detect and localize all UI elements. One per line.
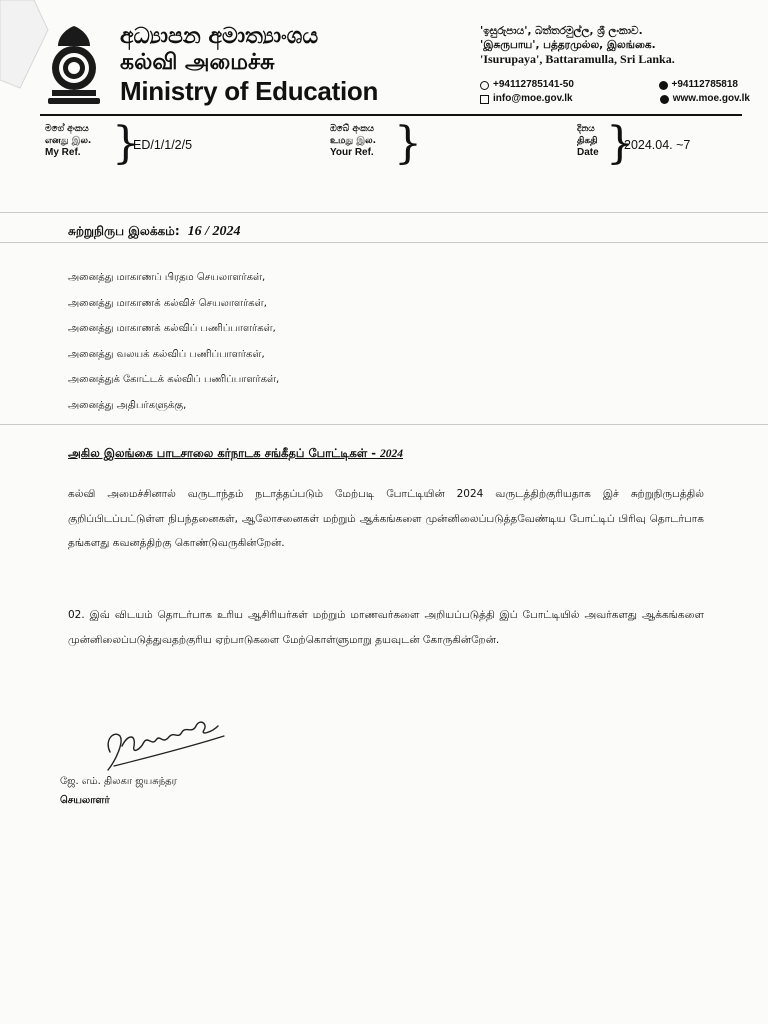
addressee-line: அனைத்து அதிபர்களுக்கு, [68,399,187,411]
my-ref-label: මගේ අංකය எனது இல. My Ref. [45,124,92,158]
ministry-name-block [120,24,420,106]
addressee-line: அனைத்துக் கோட்டக் கல்விப் பணிப்பாளர்கள், [68,374,280,385]
addressee-list [68,265,279,418]
signature-image [96,700,236,780]
ministry-name-english: Ministry of Education [120,76,379,106]
addressee-line: அனைத்து மாகாணக் கல்விப் பணிப்பாளர்கள், [68,323,276,334]
addressee-line: அனைத்து வலயக் கல்விப் பணிப்பாளர்கள், [68,348,265,360]
signatory-block [60,772,177,810]
address-sinhala: 'ඉසුරුපාය', බත්තරමුල්ල, ශ්‍රී ලංකාව. [480,25,643,37]
your-ref-brace: } [394,118,422,169]
signatory-title: செயலாளர் [60,795,110,806]
subject-heading: அகில இலங்கை பாடசாலை கர்நாடக சங்கீதப் போட்டிகள் - 2024 [68,446,403,460]
address-tamil: 'இசுருபாய', பத்தரமுல்ல, இலங்கை. [480,39,656,51]
ministry-name-tamil: கல்வி அமைச்சு [120,50,275,75]
fold-line [0,424,768,425]
circular-number: சுற்றுநிருப இலக்கம்: 16 / 2024 [68,224,241,239]
mail-icon [480,95,489,104]
body-paragraph-2: 02. இவ் விடயம் தொடர்பாக உரிய ஆசிரியர்கள் மற்றும் மாணவர்களை அறியப்படுத்தி இப் போட்டியில் அவர்களது ஆக்கங்களை முன்னிலைப்படுத்துவதற்குரிய ஏற்பாடுகளை மேற்கொள்ளுமாறு தயவுடன் கோருகின்றேன். [68,609,704,646]
phone-number: +94112785141-50 [493,79,574,90]
fold-line [0,242,768,243]
address-block [480,24,750,66]
whatsapp-icon [480,81,489,90]
your-ref-label: ඔබේ අංකය உமது இல. Your Ref. [330,124,376,158]
ministry-name-sinhala: අධ්‍යාපන අමාත්‍යාංශය [120,24,319,49]
date-value: 2024.04. ~7 [624,138,691,152]
fold-line [0,212,768,213]
addressee-line: அனைத்து மாகாணக் கல்விச் செயலாளர்கள், [68,297,267,309]
date-brace: } [606,118,634,169]
phone-dot-icon [659,81,668,90]
website-address[interactable]: www.moe.gov.lk [672,93,750,104]
date-label: දිනය திகதி Date [577,124,599,158]
body-paragraph-1: கல்வி அமைச்சினால் வருடாந்தம் நடாத்தப்படும் மேற்படி போட்டியின் 2024 வருடத்திற்குரியதாக இச் சுற்றுநிருபத்தில் குறிப்பிடப்பட்டுள்ள நிபந்தனைகள், ஆலோசனைகள் மற்றும் ஆக்கங்களை முன்னிலைப்படுத்தவேண்டிய போட்டிப் பிரிவு தொடர்பாக தங்களது கவனத்திற்கு கொண்டுவருகின்றேன். [68,488,704,549]
my-ref-value: ED/1/1/2/5 [133,138,193,152]
header-divider [40,114,742,116]
fax-number: +94112785818 [671,79,738,90]
globe-icon [660,95,669,104]
address-english: 'Isurupaya', Battaramulla, Sri Lanka. [480,52,675,66]
email-address[interactable]: info@moe.gov.lk [493,93,573,104]
signatory-name: ஜே. எம். திலகா ஜயசுந்தர [60,776,177,787]
sri-lanka-emblem-icon [44,24,104,106]
my-ref-brace: } [112,118,140,169]
contact-block [480,78,750,106]
addressee-line: அனைத்து மாகாணப் பிரதம செயலாளர்கள், [68,272,266,283]
